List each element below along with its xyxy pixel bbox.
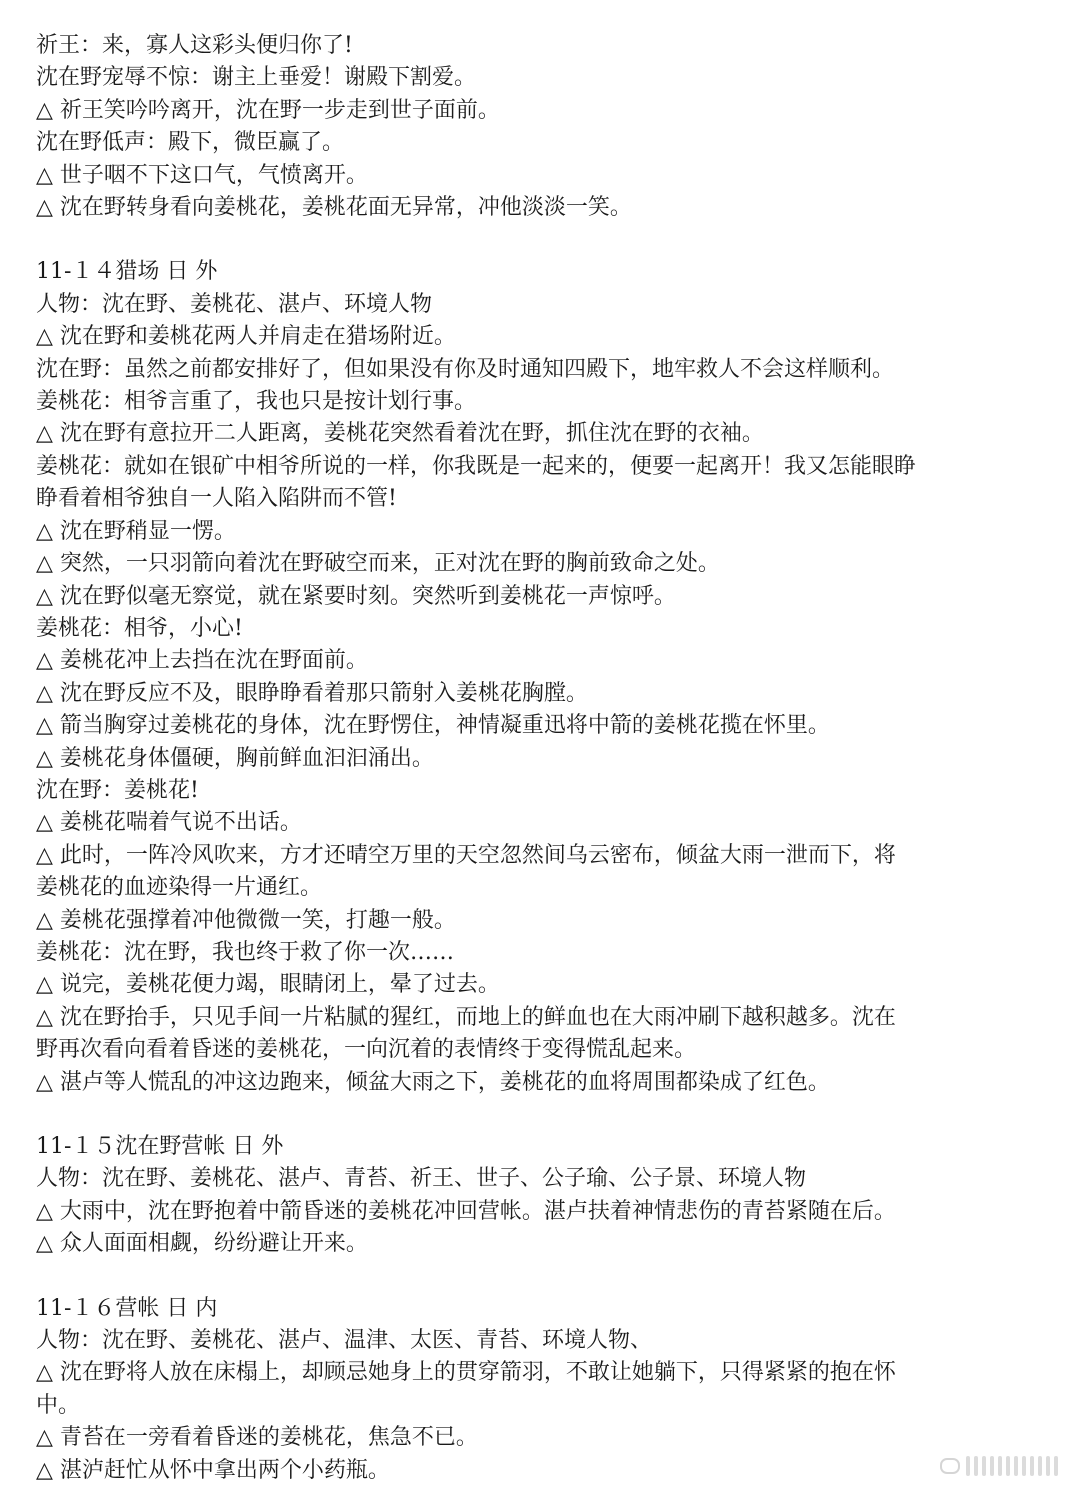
script-line: 人物：沈在野、姜桃花、湛卢、温津、太医、青苔、环境人物、 [36, 1328, 653, 1354]
script-line: 沈在野：姜桃花! [36, 777, 199, 803]
script-line: △ 姜桃花冲上去挡在沈在野面前。 [36, 648, 368, 674]
script-line: △ 沈在野抬手，只见手间一片粘腻的猩红，而地上的鲜血也在大雨冲刷下越积越多。沈在 [36, 1004, 896, 1030]
script-line: △ 姜桃花强撑着冲他微微一笑，打趣一般。 [36, 907, 456, 933]
script-line: 野再次看向看着昏迷的姜桃花，一向沉着的表情终于变得慌乱起来。 [36, 1037, 697, 1063]
script-line: 姜桃花：就如在银矿中相爷所说的一样，你我既是一起来的，便要一起离开！我又怎能眼睁 [36, 453, 917, 479]
script-line: 睁看着相爷独自一人陷入陷阱而不管! [36, 486, 397, 512]
script-line: △ 姜桃花喘着气说不出话。 [36, 810, 302, 836]
script-line: △ 世子咽不下这口气，气愤离开。 [36, 162, 368, 188]
script-line: △ 众人面面相觑，纷纷避让开来。 [36, 1231, 368, 1257]
section-gap [36, 1099, 1056, 1131]
script-line: △ 青苔在一旁看着昏迷的姜桃花，焦急不已。 [36, 1425, 478, 1451]
script-line: 11-１４猎场 日 外 [36, 259, 218, 285]
script-line: 11-１５沈在野营帐 日 外 [36, 1134, 284, 1159]
watermark-bars [966, 1456, 1062, 1476]
script-line: △ 沈在野转身看向姜桃花，姜桃花面无异常，冲他淡淡一笑。 [36, 195, 632, 221]
script-line: 沈在野低声：殿下，微臣赢了。 [36, 130, 345, 156]
script-line: 沈在野宠辱不惊：谢主上垂爱！谢殿下割爱。 [36, 65, 477, 91]
script-line: 姜桃花：沈在野，我也终于救了你一次…… [36, 939, 455, 965]
script-line: 沈在野：虽然之前都安排好了，但如果没有你及时通知四殿下，地牢救人不会这样顺利。 [36, 356, 895, 382]
script-line: △ 姜桃花身体僵硬，胸前鲜血汩汩涌出。 [36, 745, 434, 771]
script-page [36, 30, 1056, 1487]
script-line: △ 沈在野反应不及，眼睁睁看着那只箭射入姜桃花胸膛。 [36, 680, 588, 706]
script-line: △ 沈在野有意拉开二人距离，姜桃花突然看着沈在野，抓住沈在野的衣袖。 [36, 421, 764, 447]
script-line: △ 沈在野似毫无察觉，就在紧要时刻。突然听到姜桃花一声惊呼。 [36, 583, 676, 609]
script-line: △ 祈王笑吟吟离开，沈在野一步走到世子面前。 [36, 97, 500, 123]
script-line: 姜桃花：相爷言重了，我也只是按计划行事。 [36, 389, 477, 415]
script-line: 姜桃花的血迹染得一片通红。 [36, 875, 323, 901]
script-line: △ 说完，姜桃花便力竭，眼睛闭上，晕了过去。 [36, 972, 500, 998]
script-line: △ 沈在野稍显一愣。 [36, 518, 236, 544]
script-line: △ 突然，一只羽箭向着沈在野破空而来，正对沈在野的胸前致命之处。 [36, 551, 720, 577]
script-line: 人物：沈在野、姜桃花、湛卢、青苔、祈王、世子、公子瑜、公子景、环境人物 [36, 1166, 807, 1192]
section-gap [36, 1261, 1056, 1293]
script-line: △ 沈在野将人放在床榻上，却顾忌她身上的贯穿箭羽，不敢让她躺下，只得紧紧的抱在怀 [36, 1360, 896, 1386]
script-line: 姜桃花：相爷，小心! [36, 615, 243, 641]
script-line: △ 湛卢等人慌乱的冲这边跑来，倾盆大雨之下，姜桃花的血将周围都染成了红色。 [36, 1069, 830, 1095]
script-line: 11-１６营帐 日 内 [36, 1295, 218, 1321]
script-line: △ 沈在野和姜桃花两人并肩走在猎场附近。 [36, 324, 456, 350]
script-line: △ 湛泸赶忙从怀中拿出两个小药瓶。 [36, 1457, 390, 1483]
script-line: △ 箭当胸穿过姜桃花的身体，沈在野愣住，神情凝重迅将中箭的姜桃花揽在怀里。 [36, 713, 830, 739]
section-gap [36, 224, 1056, 256]
script-line: 中。 [36, 1392, 81, 1418]
watermark [940, 1456, 1062, 1476]
chat-bubble-icon [940, 1458, 960, 1474]
script-line: 人物：沈在野、姜桃花、湛卢、环境人物 [36, 291, 433, 317]
script-line: 祈王：来，寡人这彩头便归你了! [36, 33, 353, 58]
script-line: △ 此时，一阵冷风吹来，方才还晴空万里的天空忽然间乌云密布，倾盆大雨一泄而下，将 [36, 842, 896, 868]
script-line: △ 大雨中，沈在野抱着中箭昏迷的姜桃花冲回营帐。湛卢扶着神情悲伤的青苔紧随在后。 [36, 1198, 896, 1224]
